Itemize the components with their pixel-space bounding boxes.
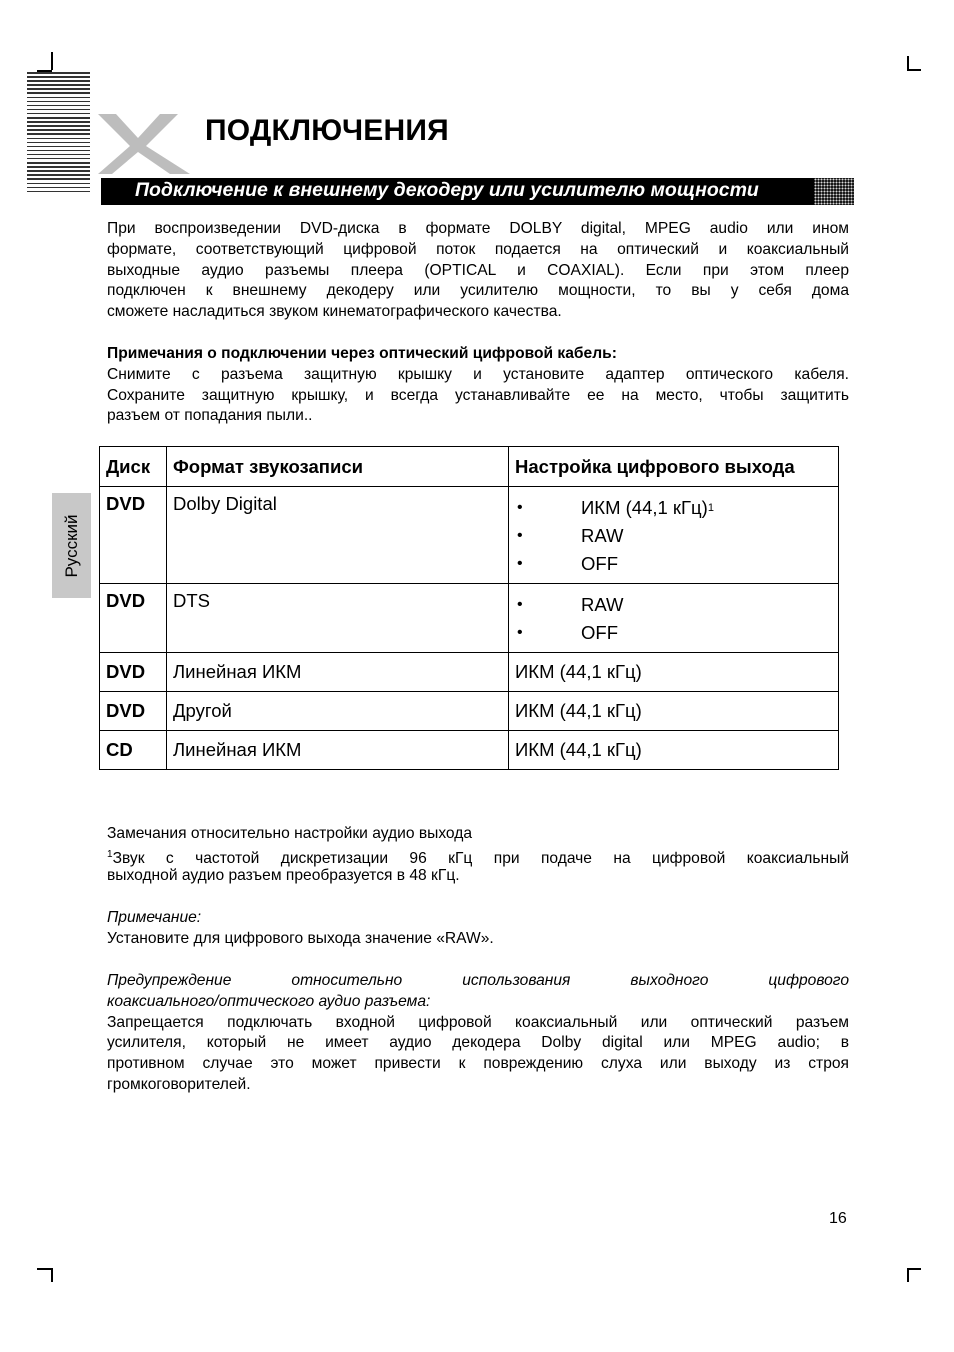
crop-mark-top-right xyxy=(907,56,909,70)
bullet-icon: • xyxy=(517,499,523,516)
intro-paragraph xyxy=(107,219,849,323)
cell-format: Dolby Digital xyxy=(167,487,509,584)
x-logo-icon xyxy=(98,108,196,181)
optical-note-line: Снимите с разъема защитную крышку и установите адаптер оптического кабеля. xyxy=(107,365,849,383)
optical-note xyxy=(107,344,849,427)
warning-heading-line: коаксиального/оптического аудио разъема: xyxy=(107,992,431,1010)
note-heading: Примечание: xyxy=(107,909,202,926)
crop-mark-bottom-right-h xyxy=(907,1268,921,1270)
bullet-item xyxy=(515,550,832,578)
note-text: Установите для цифрового выхода значение «RAW». xyxy=(107,929,494,947)
intro-line: формате, соответствующий цифровой поток подается на оптический и коаксиальный xyxy=(107,240,849,258)
warning-heading-line: Предупреждение относительно использования выходного цифрового xyxy=(107,972,849,989)
cell-output: ИКМ (44,1 кГц) xyxy=(509,692,839,731)
cell-disc: DVD xyxy=(100,692,167,731)
crop-mark-top-right-h xyxy=(907,69,921,71)
bullet-text: OFF xyxy=(581,622,618,643)
audio-notes-text: Звук с частотой дискретизации 96 кГц при подаче на цифровой коаксиальный xyxy=(112,849,849,867)
bullet-text: ИКМ (44,1 кГц) xyxy=(581,497,708,518)
bullet-item xyxy=(515,494,832,522)
language-tab-label: Русский xyxy=(61,513,81,578)
table-row xyxy=(100,487,839,584)
cell-output xyxy=(509,584,839,653)
decorative-dots xyxy=(814,178,854,205)
audio-notes xyxy=(107,824,849,886)
digital-output-table xyxy=(99,446,839,770)
language-tab xyxy=(52,493,91,598)
cell-format: Линейная ИКМ xyxy=(167,653,509,692)
crop-mark-bottom-right xyxy=(907,1268,909,1282)
bullet-item xyxy=(515,522,832,550)
bullet-text: OFF xyxy=(581,553,618,574)
bullet-text: RAW xyxy=(581,525,624,546)
optical-note-heading: Примечания о подключении через оптический цифровой кабель: xyxy=(107,345,617,362)
cell-output: ИКМ (44,1 кГц) xyxy=(509,731,839,770)
optical-note-line: разъем от попадания пыли.. xyxy=(107,407,313,425)
bullet-icon: • xyxy=(517,624,523,641)
table-row xyxy=(100,653,839,692)
table-row xyxy=(100,584,839,653)
bullet-item xyxy=(515,619,832,647)
footnote-mark: 1 xyxy=(707,502,714,514)
footnote-mark: 1 xyxy=(107,848,113,860)
crop-mark-bottom-left-h xyxy=(37,1268,52,1270)
cell-output: ИКМ (44,1 кГц) xyxy=(509,653,839,692)
optical-note-line: Сохраните защитную крышку, и всегда устанавливайте ее на место, чтобы защитить xyxy=(107,386,849,404)
intro-line: подключен к внешнему декодеру или усилителю мощности, то вы у себя дома xyxy=(107,282,849,300)
page-number: 16 xyxy=(829,1210,847,1227)
cell-disc: CD xyxy=(100,731,167,770)
bullet-text: RAW xyxy=(581,594,624,615)
bullet-icon: • xyxy=(517,555,523,572)
cell-disc: DVD xyxy=(100,487,167,584)
cell-output xyxy=(509,487,839,584)
audio-notes-heading: Замечания относительно настройки аудио выхода xyxy=(107,825,473,842)
crop-mark-top-left xyxy=(51,52,53,70)
audio-notes-line: выходной аудио разъем преобразуется в 48 кГц. xyxy=(107,866,460,884)
page-title: ПОДКЛЮЧЕНИЯ xyxy=(205,114,449,147)
warning-line: усилителя, который не имеет аудио декодера Dolby digital или MPEG audio; в xyxy=(107,1034,849,1052)
bullet-icon: • xyxy=(517,596,523,613)
warning-line: противном случае это может привести к повреждению слуха или выходу из строя xyxy=(107,1055,849,1073)
cell-format: DTS xyxy=(167,584,509,653)
table-row xyxy=(100,731,839,770)
column-header-output: Настройка цифрового выхода xyxy=(509,447,839,487)
decorative-stripes xyxy=(27,72,90,199)
intro-line: выходные аудио разъемы плеера (OPTICAL и COAXIAL). Если при этом плеер xyxy=(107,261,849,279)
cell-format: Линейная ИКМ xyxy=(167,731,509,770)
audio-notes-line xyxy=(107,845,849,866)
cell-disc: DVD xyxy=(100,584,167,653)
intro-line: При воспроизведении DVD-диска в формате DOLBY digital, MPEG audio или ином xyxy=(107,220,849,237)
table-row xyxy=(100,692,839,731)
bullet-item xyxy=(515,591,832,619)
column-header-disc: Диск xyxy=(100,447,167,487)
section-heading: Подключение к внешнему декодеру или усилителю мощности xyxy=(135,179,759,201)
bullet-icon: • xyxy=(517,527,523,544)
note-block xyxy=(107,908,849,950)
section-heading-bar xyxy=(101,178,854,205)
warning-line: Запрещается подключать входной цифровой коаксиальный или оптический разъем xyxy=(107,1013,849,1031)
crop-mark-bottom-left xyxy=(51,1268,53,1282)
cell-disc: DVD xyxy=(100,653,167,692)
warning-block xyxy=(107,971,849,1096)
warning-line: громкоговорителей. xyxy=(107,1075,251,1093)
cell-format: Другой xyxy=(167,692,509,731)
intro-line: сможете насладиться звуком кинематографического качества. xyxy=(107,303,562,321)
column-header-format: Формат звукозаписи xyxy=(167,447,509,487)
table-header-row xyxy=(100,447,839,487)
